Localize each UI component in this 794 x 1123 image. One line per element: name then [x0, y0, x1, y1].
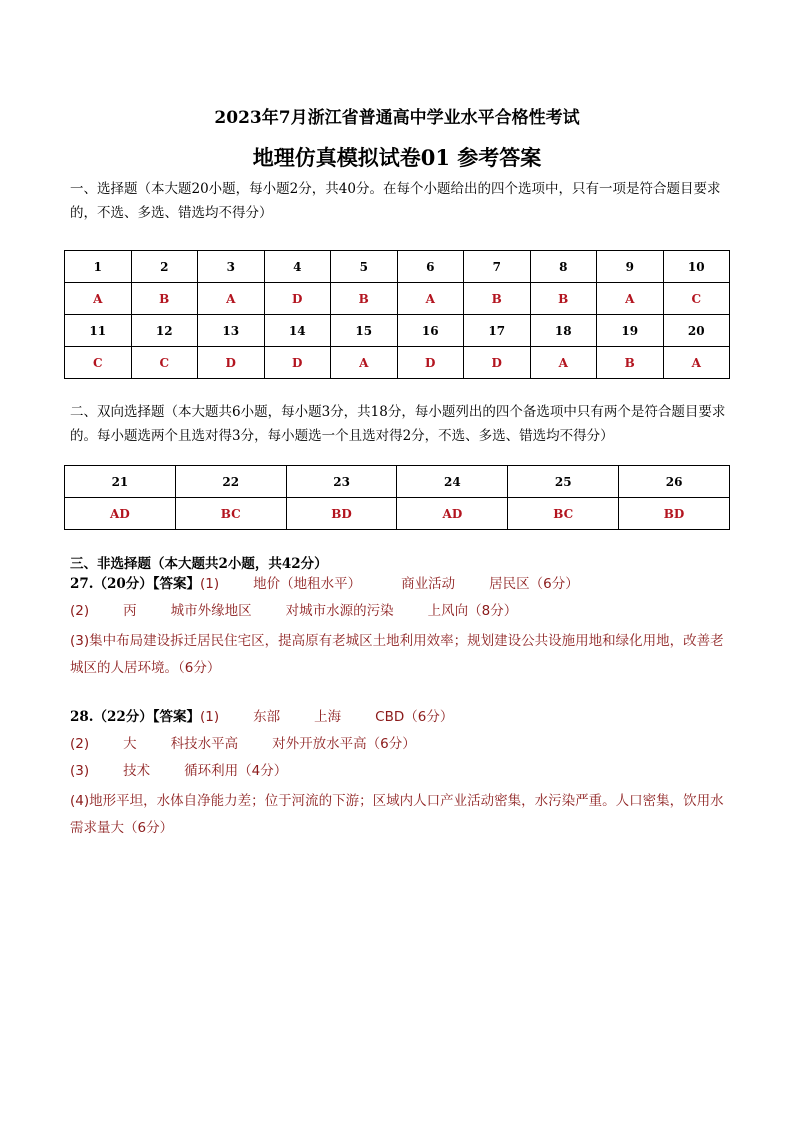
question-number: 17: [464, 315, 531, 347]
question-number: 12: [131, 315, 198, 347]
section1-heading: 一、选择题（本大题20小题，每小题2分，共40分。在每个小题给出的四个选项中，只有一项是符合题目要求的，不选、多选、错选均不得分）: [70, 181, 721, 221]
answer-cell: D: [264, 283, 331, 315]
q28-line4: (4)地形平坦，水体自净能力差；位于河流的下游；区域内人口产业活动密集，水污染严重。人口密集，饮用水需求量大（6分）: [70, 793, 724, 836]
section2-heading: 二、双向选择题（本大题共6小题，每小题3分，共18分，每小题列出的四个备选项中只有两个是符合题目要求的。每小题选两个且选对得3分，每小题选一个且选对得2分，不选、多选、错选均不得分）: [70, 404, 726, 444]
question-number: 6: [397, 251, 464, 283]
answer-text: 丙: [123, 603, 137, 619]
table-row: [65, 498, 730, 530]
q28-1-marker: (1): [200, 709, 220, 725]
answer-cell: C: [65, 347, 132, 379]
answer-cell: B: [464, 283, 531, 315]
question-number: 19: [597, 315, 664, 347]
q27-line2: [70, 600, 730, 622]
answer-text: 商业活动: [401, 576, 456, 592]
question-number: 9: [597, 251, 664, 283]
q27-1-marker: (1): [200, 576, 220, 592]
question-number: 11: [65, 315, 132, 347]
exam-title: 2023年7月浙江省普通高中学业水平合格性考试: [214, 108, 580, 128]
q28-label: 28.（22分）【答案】: [70, 709, 201, 725]
question-number: 8: [530, 251, 597, 283]
question-number: 15: [331, 315, 398, 347]
answer-cell: A: [65, 283, 132, 315]
question-number: 10: [663, 251, 730, 283]
question-number: 24: [397, 466, 508, 498]
table-row: [65, 347, 730, 379]
q28-2-marker: (2): [70, 736, 90, 752]
answer-text: 东部: [253, 709, 281, 725]
table-row: [65, 315, 730, 347]
answer-text: 循环利用（4分）: [184, 763, 288, 779]
answer-cell: BD: [286, 498, 397, 530]
answer-cell: D: [397, 347, 464, 379]
answer-text: 地价（地租水平）: [253, 576, 362, 592]
answer-cell: BC: [175, 498, 286, 530]
question-number: 18: [530, 315, 597, 347]
answer-text: 大: [123, 736, 137, 752]
answer-cell: A: [530, 347, 597, 379]
answer-cell: D: [264, 347, 331, 379]
question-number: 26: [619, 466, 730, 498]
question-number: 16: [397, 315, 464, 347]
question-number: 20: [663, 315, 730, 347]
answer-key-title: 地理仿真模拟试卷01 参考答案: [252, 145, 542, 170]
answer-cell: D: [464, 347, 531, 379]
table-row: [65, 283, 730, 315]
answer-text: 上海: [314, 709, 342, 725]
question-number: 2: [131, 251, 198, 283]
q28-line1: [70, 706, 730, 728]
answer-cell: A: [663, 347, 730, 379]
q27-label: 27.（20分）【答案】: [70, 576, 201, 592]
question-number: 13: [198, 315, 265, 347]
answer-cell: AD: [397, 498, 508, 530]
answer-text: CBD（6分）: [375, 709, 454, 725]
question-number: 7: [464, 251, 531, 283]
answer-text: 技术: [123, 763, 151, 779]
question-number: 23: [286, 466, 397, 498]
question-number: 5: [331, 251, 398, 283]
answer-cell: D: [198, 347, 265, 379]
table-row: [65, 466, 730, 498]
answer-cell: A: [397, 283, 464, 315]
question-number: 21: [65, 466, 176, 498]
answer-text: 居民区（6分）: [489, 576, 579, 592]
q28-line2: [70, 733, 730, 755]
answer-cell: C: [663, 283, 730, 315]
answer-cell: B: [331, 283, 398, 315]
section3-heading: 三、非选择题（本大题共2小题，共42分）: [70, 556, 328, 572]
answer-cell: A: [331, 347, 398, 379]
answer-text: 科技水平高: [170, 736, 239, 752]
q27-2-marker: (2): [70, 603, 90, 619]
section2-answer-table: [64, 465, 730, 530]
q27-line1: [70, 573, 730, 595]
q28-3-marker: (3): [70, 763, 90, 779]
question-number: 22: [175, 466, 286, 498]
q28-line3: [70, 760, 730, 782]
question-number: 1: [65, 251, 132, 283]
q27-line3: (3)集中布局建设拆迁居民住宅区，提高原有老城区土地利用效率；规划建设公共设施用地和绿化用地，改善老城区的人居环境。（6分）: [70, 633, 724, 676]
answer-cell: B: [530, 283, 597, 315]
answer-cell: AD: [65, 498, 176, 530]
answer-cell: C: [131, 347, 198, 379]
answer-text: 上风向（8分）: [427, 603, 518, 619]
answer-text: 城市外缘地区: [170, 603, 252, 619]
answer-cell: BC: [508, 498, 619, 530]
question-number: 14: [264, 315, 331, 347]
answer-cell: A: [597, 283, 664, 315]
answer-cell: BD: [619, 498, 730, 530]
answer-cell: A: [198, 283, 265, 315]
section1-answer-table: [64, 250, 730, 379]
answer-text: 对城市水源的污染: [285, 603, 394, 619]
question-number: 4: [264, 251, 331, 283]
question-number: 25: [508, 466, 619, 498]
question-number: 3: [198, 251, 265, 283]
answer-text: 对外开放水平高（6分）: [272, 736, 416, 752]
answer-cell: B: [131, 283, 198, 315]
table-row: [65, 251, 730, 283]
answer-cell: B: [597, 347, 664, 379]
